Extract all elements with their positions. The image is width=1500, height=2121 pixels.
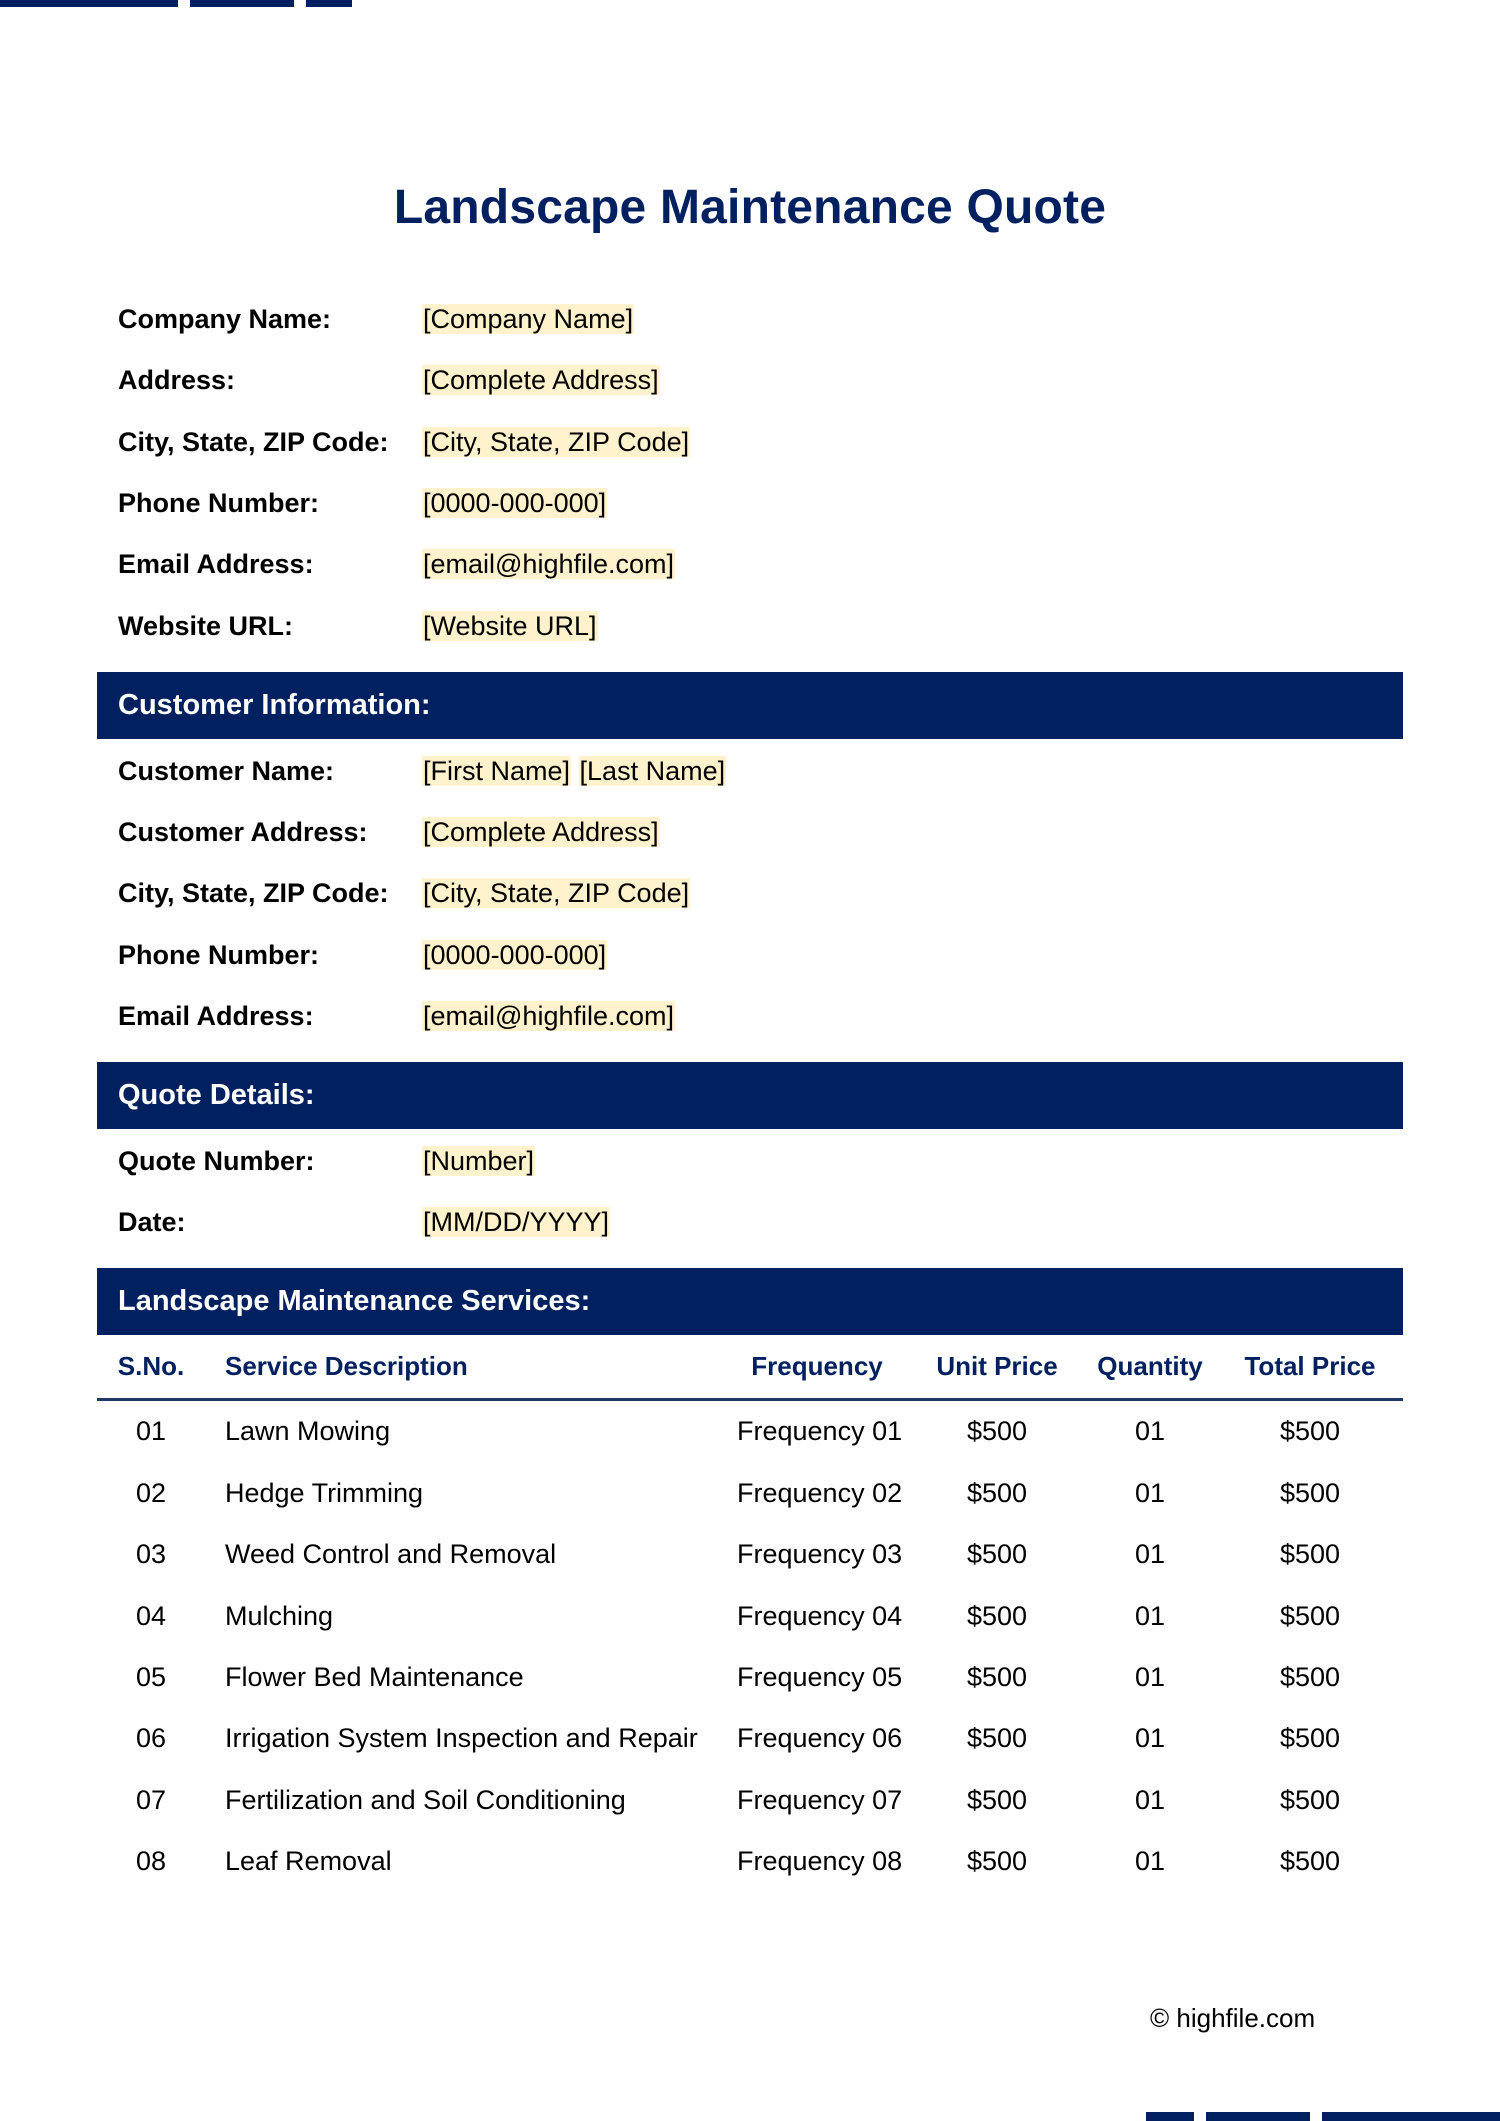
- cell-sno: 06: [135, 1723, 167, 1753]
- column-header-description: Service Description: [225, 1351, 468, 1381]
- cell-quantity: 01: [1134, 1662, 1166, 1692]
- customer-first-name-value[interactable]: [First Name]: [423, 756, 571, 786]
- field-label: Email Address:: [118, 1001, 314, 1031]
- column-header-total-price: Total Price: [1244, 1351, 1376, 1381]
- section-heading: Quote Details:: [118, 1079, 315, 1111]
- section-heading: Customer Information:: [118, 689, 431, 721]
- field-label: Company Name:: [118, 304, 332, 334]
- cell-unit-price: $500: [966, 1478, 1028, 1508]
- cell-description: Irrigation System Inspection and Repair: [225, 1723, 698, 1753]
- cell-unit-price: $500: [966, 1846, 1028, 1876]
- cell-description: Hedge Trimming: [225, 1478, 424, 1508]
- top-left-decoration-bar-3: [306, 0, 352, 7]
- table-row: [97, 1778, 1403, 1822]
- field-value: [422, 873, 690, 913]
- cell-description: Weed Control and Removal: [225, 1539, 557, 1569]
- cell-frequency: Frequency 03: [737, 1539, 903, 1569]
- cell-unit-price: $500: [966, 1785, 1028, 1815]
- field-value: [422, 812, 660, 852]
- cell-sno: 05: [135, 1662, 167, 1692]
- cell-unit-price: $500: [966, 1416, 1028, 1446]
- field-value: [422, 751, 726, 791]
- cell-sno: 01: [135, 1416, 167, 1446]
- cell-frequency: Frequency 08: [737, 1846, 903, 1876]
- field-label: Phone Number:: [118, 488, 320, 518]
- company-email-value[interactable]: [email@highfile.com]: [423, 549, 675, 579]
- cell-total-price: $500: [1279, 1662, 1341, 1692]
- cell-frequency: Frequency 07: [737, 1785, 903, 1815]
- field-label: Quote Number:: [118, 1146, 315, 1176]
- cell-quantity: 01: [1134, 1785, 1166, 1815]
- table-row: [97, 1532, 1403, 1576]
- bottom-right-decoration-bar-1: [1146, 2112, 1194, 2121]
- customer-email-value[interactable]: [email@highfile.com]: [423, 1001, 675, 1031]
- cell-unit-price: $500: [966, 1723, 1028, 1753]
- company-address-value[interactable]: [Complete Address]: [423, 365, 659, 395]
- column-header-frequency: Frequency: [751, 1351, 883, 1381]
- field-value: [422, 996, 675, 1036]
- company-city-value[interactable]: [City, State, ZIP Code]: [423, 427, 690, 457]
- column-header-quantity: Quantity: [1097, 1351, 1203, 1381]
- field-value: [422, 360, 660, 400]
- customer-last-name-value[interactable]: [Last Name]: [579, 756, 726, 786]
- cell-sno: 03: [135, 1539, 167, 1569]
- cell-frequency: Frequency 06: [737, 1723, 903, 1753]
- cell-sno: 08: [135, 1846, 167, 1876]
- quote-number-value[interactable]: [Number]: [423, 1146, 535, 1176]
- field-value: [422, 422, 690, 462]
- customer-city-value[interactable]: [City, State, ZIP Code]: [423, 878, 690, 908]
- top-left-decoration-bar-1: [0, 0, 178, 7]
- cell-description: Flower Bed Maintenance: [225, 1662, 524, 1692]
- bottom-right-decoration-bar-3: [1322, 2112, 1500, 2121]
- cell-quantity: 01: [1134, 1539, 1166, 1569]
- field-label: City, State, ZIP Code:: [118, 427, 389, 457]
- field-value: [422, 483, 607, 523]
- cell-quantity: 01: [1134, 1416, 1166, 1446]
- table-row: [97, 1716, 1403, 1760]
- company-phone-value[interactable]: [0000-000-000]: [423, 488, 607, 518]
- customer-phone-value[interactable]: [0000-000-000]: [423, 940, 607, 970]
- field-label: Email Address:: [118, 549, 314, 579]
- column-header-unit-price: Unit Price: [936, 1351, 1058, 1381]
- cell-quantity: 01: [1134, 1601, 1166, 1631]
- cell-unit-price: $500: [966, 1662, 1028, 1692]
- table-row: [97, 1471, 1403, 1515]
- cell-frequency: Frequency 05: [737, 1662, 903, 1692]
- customer-address-value[interactable]: [Complete Address]: [423, 817, 659, 847]
- cell-description: Fertilization and Soil Conditioning: [225, 1785, 626, 1815]
- field-value: [422, 544, 675, 584]
- cell-total-price: $500: [1279, 1539, 1341, 1569]
- cell-description: Leaf Removal: [225, 1846, 392, 1876]
- table-row: [97, 1409, 1403, 1453]
- customer-info-header: [97, 672, 1403, 739]
- cell-total-price: $500: [1279, 1723, 1341, 1753]
- cell-sno: 02: [135, 1478, 167, 1508]
- cell-sno: 04: [135, 1601, 167, 1631]
- copyright-footer: © highfile.com: [1150, 2003, 1316, 2033]
- field-label: Address:: [118, 365, 236, 395]
- cell-sno: 07: [135, 1785, 167, 1815]
- cell-unit-price: $500: [966, 1601, 1028, 1631]
- field-value: [422, 1202, 610, 1242]
- document-title: Landscape Maintenance Quote: [393, 181, 1107, 234]
- field-label: Website URL:: [118, 611, 294, 641]
- cell-quantity: 01: [1134, 1723, 1166, 1753]
- cell-frequency: Frequency 02: [737, 1478, 903, 1508]
- cell-total-price: $500: [1279, 1416, 1341, 1446]
- field-label: Date:: [118, 1207, 186, 1237]
- field-value: [422, 1141, 535, 1181]
- table-row: [97, 1594, 1403, 1638]
- field-label: Phone Number:: [118, 940, 320, 970]
- cell-quantity: 01: [1134, 1478, 1166, 1508]
- field-label: City, State, ZIP Code:: [118, 878, 389, 908]
- company-website-value[interactable]: [Website URL]: [423, 611, 597, 641]
- top-left-decoration-bar-2: [190, 0, 294, 7]
- cell-frequency: Frequency 04: [737, 1601, 903, 1631]
- cell-total-price: $500: [1279, 1478, 1341, 1508]
- bottom-right-decoration-bar-2: [1206, 2112, 1310, 2121]
- cell-description: Lawn Mowing: [225, 1416, 391, 1446]
- company-name-value[interactable]: [Company Name]: [423, 304, 634, 334]
- field-value: [422, 935, 607, 975]
- cell-total-price: $500: [1279, 1785, 1341, 1815]
- section-heading: Landscape Maintenance Services:: [118, 1285, 591, 1317]
- field-label: Customer Name:: [118, 756, 335, 786]
- cell-frequency: Frequency 01: [737, 1416, 903, 1446]
- field-value: [422, 299, 634, 339]
- cell-unit-price: $500: [966, 1539, 1028, 1569]
- cell-total-price: $500: [1279, 1601, 1341, 1631]
- column-header-sno: S.No.: [117, 1351, 185, 1381]
- cell-description: Mulching: [225, 1601, 334, 1631]
- quote-details-header: [97, 1062, 1403, 1129]
- table-row: [97, 1839, 1403, 1883]
- field-label: Customer Address:: [118, 817, 368, 847]
- field-value: [422, 606, 598, 646]
- services-table-header: [97, 1338, 1403, 1401]
- table-row: [97, 1655, 1403, 1699]
- cell-quantity: 01: [1134, 1846, 1166, 1876]
- services-header: [97, 1268, 1403, 1335]
- quote-date-value[interactable]: [MM/DD/YYYY]: [423, 1207, 610, 1237]
- cell-total-price: $500: [1279, 1846, 1341, 1876]
